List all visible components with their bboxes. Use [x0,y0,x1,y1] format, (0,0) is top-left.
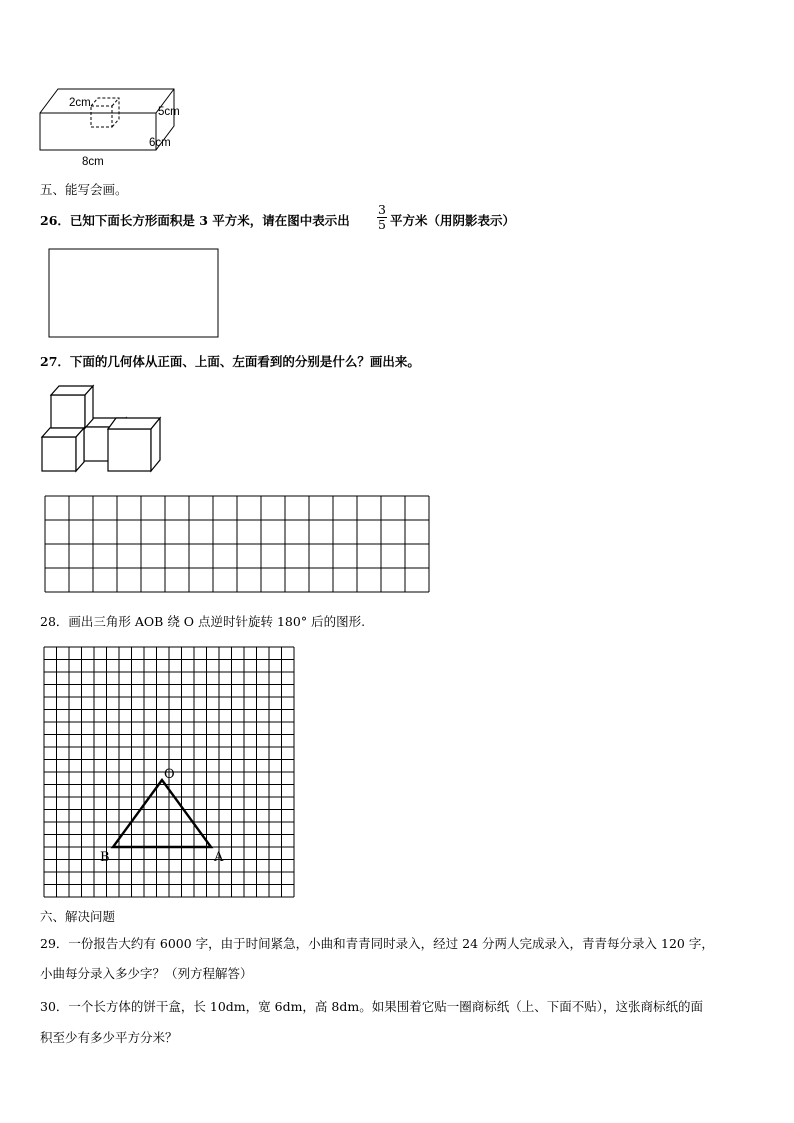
question-number: 28． [40,614,69,629]
fraction-denominator: 5 [378,217,386,232]
question-number: 26． [40,213,70,228]
question-number: 27． [40,354,70,369]
fraction-numerator: 3 [378,202,386,217]
depth-label: 6cm [149,137,171,149]
section-five-title: 五、能写会画。 [40,182,128,197]
section-six-title: 六、解决问题 [40,909,116,924]
question-text: 一份报告大约有 6000 字，由于时间紧急，小曲和青青同时录入，经过 24 分两人完成录入，青青每分录入 120 字， [68,936,714,951]
question-text: 一个长方体的饼干盒，长 10dm，宽 6dm，高 8dm。如果围着它贴一圈商标纸（上、下面不贴），这张商标纸的面 [68,999,703,1014]
point-o-label: O [164,767,175,782]
question-number: 30． [40,999,69,1014]
question-29-line2: 小曲每分录入多少字？（列方程解答） [40,966,253,981]
question-text: 下面的几何体从正面、上面、左面看到的分别是什么？画出来。 [69,354,420,369]
question-26-suffix: 平方米（用阴影表示） [390,213,516,228]
height-label: 5cm [158,106,180,118]
point-a-label: A [214,850,224,865]
question-30-line1 [40,999,703,1015]
question-29-line1 [40,936,714,952]
question-number: 29． [40,936,69,951]
question-text: 画出三角形 AOB 绕 O 点逆时针旋转 180° 后的图形. [68,614,366,629]
question-text: 已知下面长方形面积是 3 平方米，请在图中表示出 [69,213,350,228]
length-label: 8cm [82,156,104,168]
point-b-label: B [100,850,110,865]
question-30-line2: 积至少有多少平方分米？ [40,1030,178,1045]
cube-edge-label: 2cm [69,97,91,109]
